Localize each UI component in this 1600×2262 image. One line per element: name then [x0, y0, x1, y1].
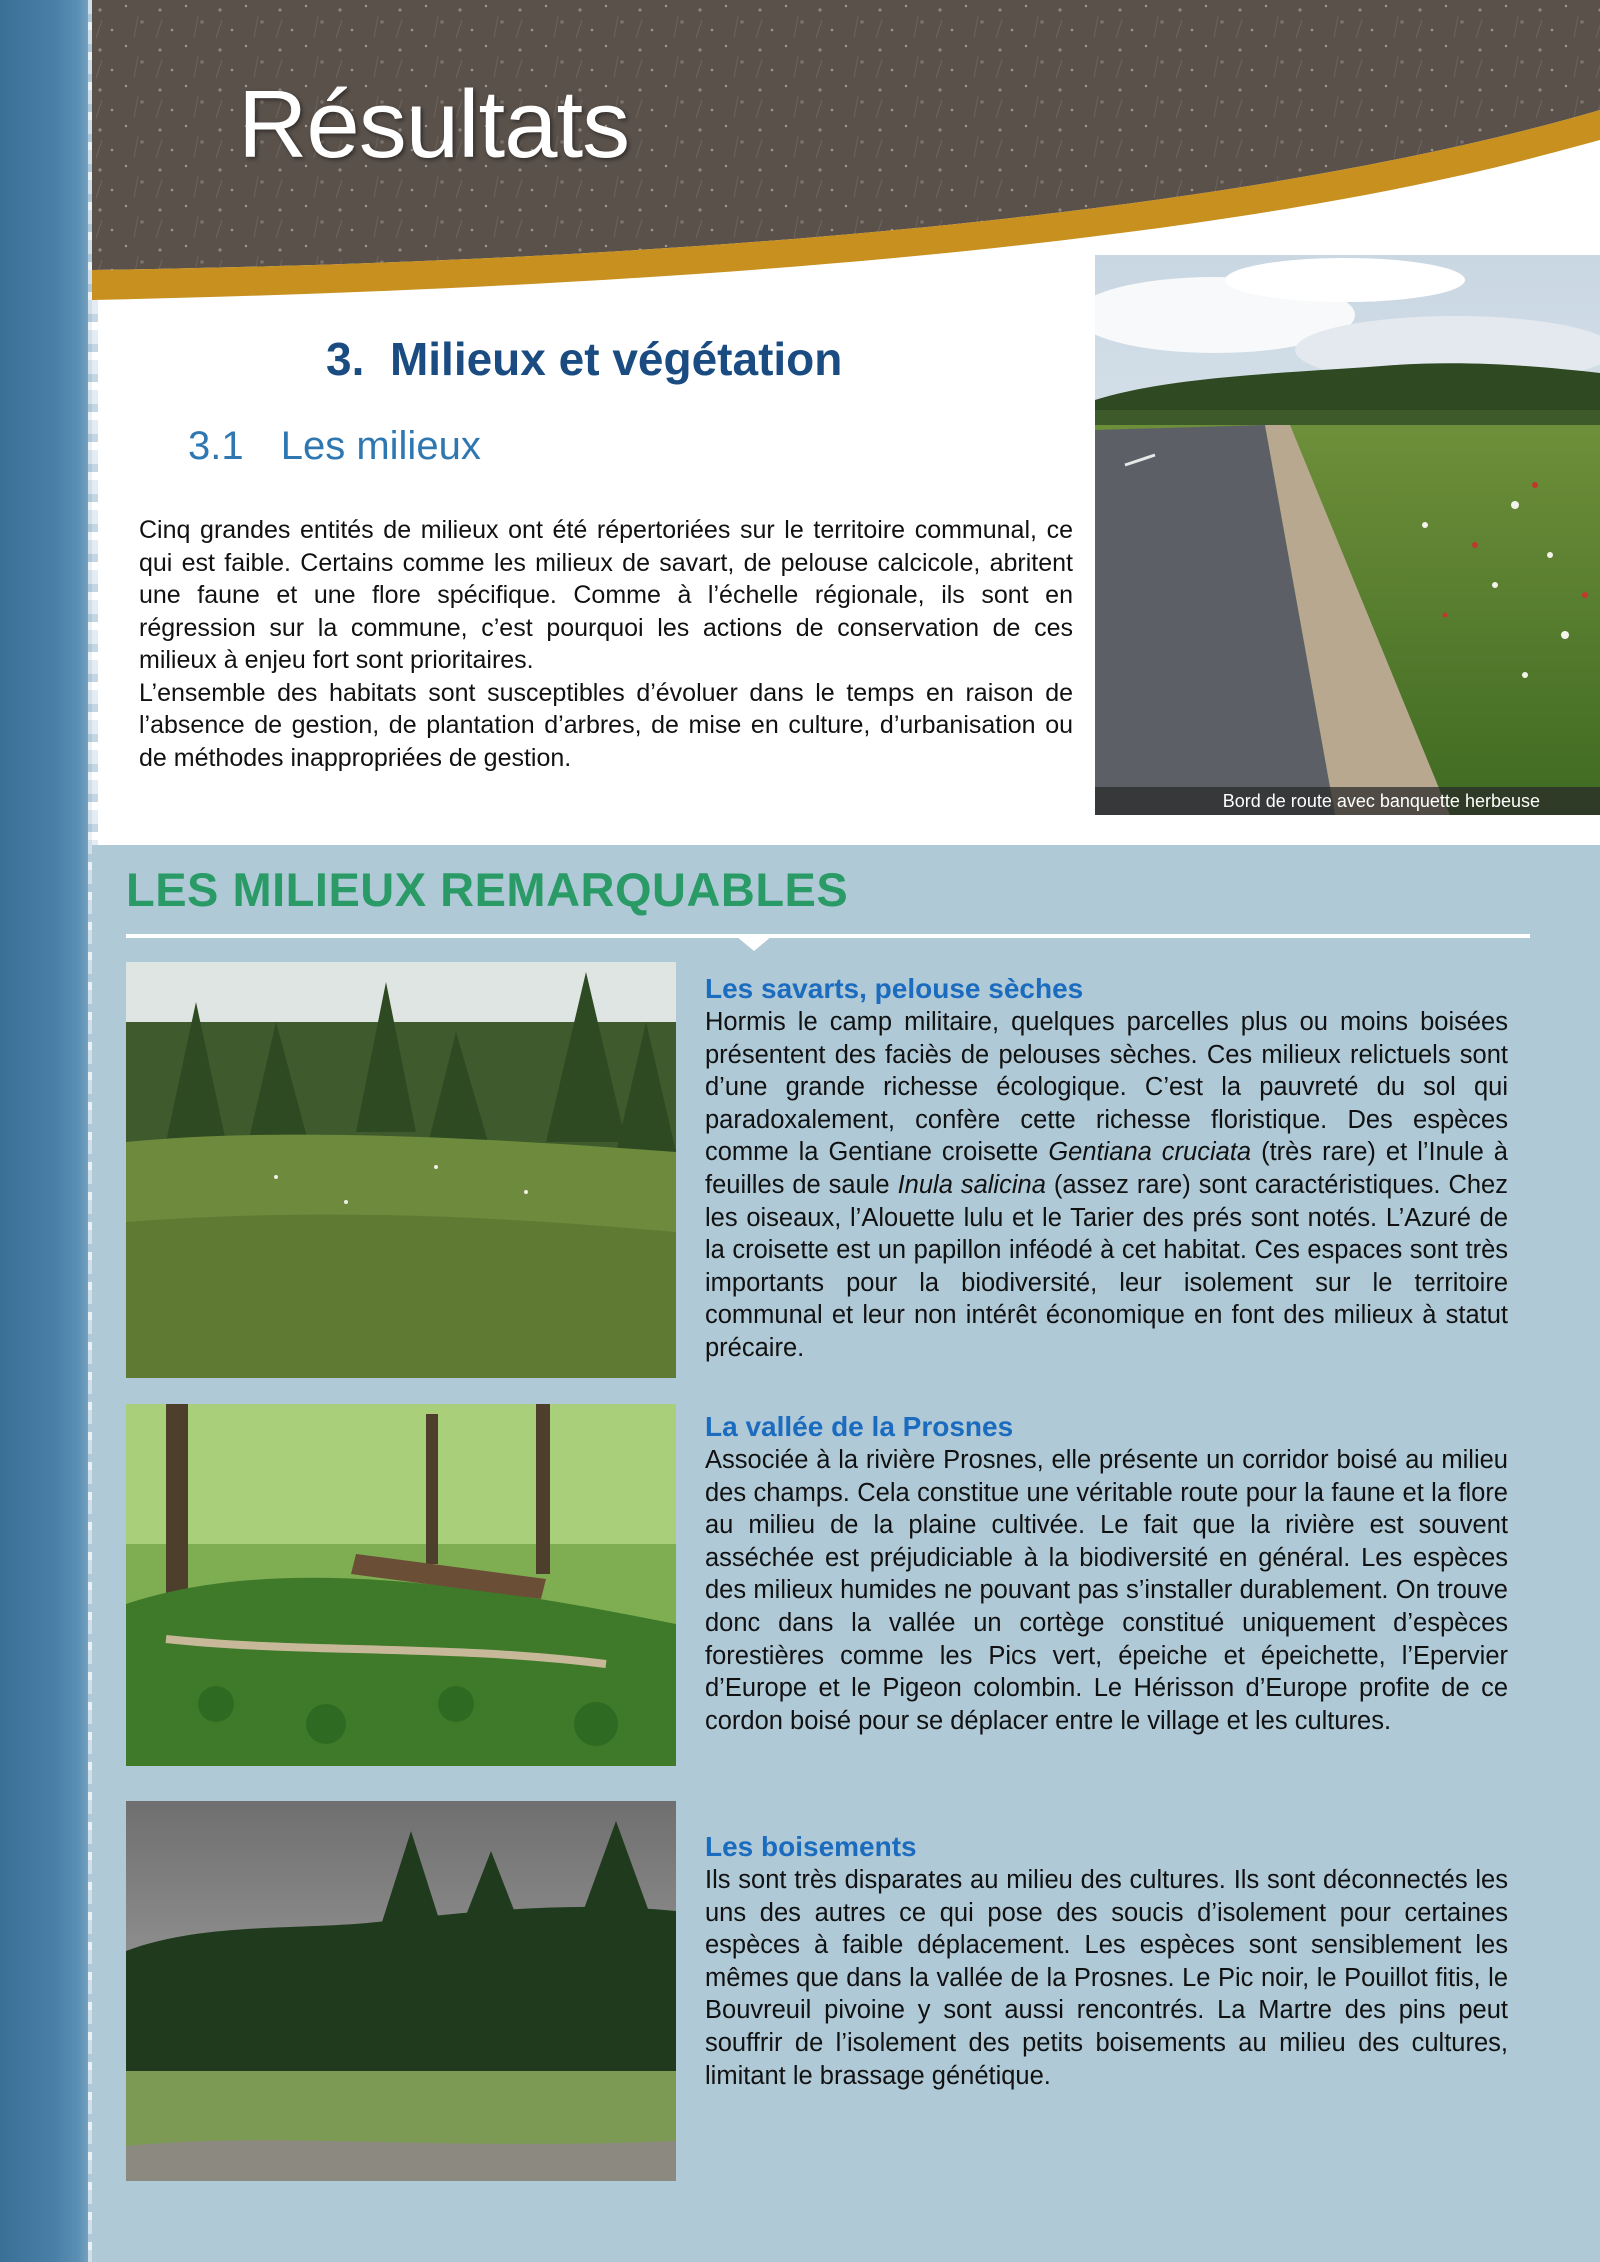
- habitat-text: (assez rare) sont caractéristiques. Chez les oiseaux, l’Alouette lulu et le Tarier des prés sont notés. L’Azuré de la croisette est un papillon inféodé à cet habitat. Ces espaces sont très importants pour la biodiversité, leur isolement sur le territoire communal et leur non intérêt économique en font des milieux à statut précaire.: [705, 1170, 1508, 1362]
- intro-paragraph-1: Cinq grandes entités de milieux ont été répertoriées sur le territoire communal, ce qui est faible. Certains comme les milieux de savart, de pelouse calcicole, abritent une faune et une flore spécifique. Comme à l’échelle régionale, ils sont en régression sur la commune, c’est pourquoi les actions de conservation de ces milieux à enjeu fort sont prioritaires.: [139, 516, 1073, 674]
- road-photo-caption: Bord de route avec banquette herbeuse: [1095, 787, 1600, 815]
- intro-text: [139, 514, 1073, 774]
- savart-photo: [126, 962, 676, 1378]
- divider-notch: [736, 936, 772, 951]
- woodland-photo: [126, 1801, 676, 2181]
- habitat-title: Les savarts, pelouse sèches: [705, 973, 1084, 1004]
- habitat-text: (très rare) et l’Inule à feuilles de saule: [705, 1138, 1508, 1199]
- section-title-text: Milieux et végétation: [389, 333, 843, 385]
- prosnes-valley-photo-image: [126, 1404, 676, 1766]
- habitat-title: Les boisements: [705, 1831, 917, 1862]
- habitat-prosnes-valley: [705, 1410, 1508, 1737]
- panel-divider: [126, 934, 1530, 938]
- habitat-text: Hormis le camp militaire, quelques parcelles plus ou moins boisées présentent des faciès de pelouses sèches. Ces milieux relictuels sont d’une grande richesse écologique. C’est la pauvreté du sol qui paradoxalement, confère cette richesse floristique. Des espèces comme la Gentiane croisette: [705, 1008, 1508, 1167]
- road-photo: [1095, 255, 1600, 815]
- section-title: [326, 332, 842, 386]
- road-photo-image: [1095, 255, 1600, 815]
- species-latin-name: Inula salicina: [897, 1170, 1046, 1199]
- prosnes-valley-photo: [126, 1404, 676, 1766]
- habitat-title: La vallée de la Prosnes: [705, 1411, 1014, 1442]
- intro-paragraph-2: L’ensemble des habitats sont susceptibles d’évoluer dans le temps en raison de l’absence de gestion, de plantation d’arbres, de mise en culture, d’urbanisation ou de méthodes inappropriées de gestion.: [139, 678, 1073, 772]
- habitat-savarts: [705, 972, 1508, 1365]
- subsection-title-text: Les milieux: [280, 424, 481, 468]
- species-latin-name: Gentiana cruciata: [1048, 1138, 1252, 1167]
- habitat-woodlands: [705, 1830, 1508, 2092]
- page-title: Résultats: [238, 71, 630, 178]
- subsection-number: 3.1: [188, 424, 244, 468]
- habitat-description: Associée à la rivière Prosnes, elle présente un corridor boisé au milieu des champs. Cela constitue une véritable route pour la faune et la flore au milieu de la plaine cultivée. Le fait que la rivière est souvent asséchée est préjudiciable à la biodiversité en général. Les espèces des milieux humides ne pouvant pas s’installer durablement. On trouve donc dans la vallée un cortège constitué uniquement d’espèces forestières comme les Pics vert, épeiche et épeichette, l’Epervier d’Europe et le Pigeon colombin. Le Hérisson d’Europe profite de ce cordon boisé pour se déplacer entre le village et les cultures.: [705, 1446, 1508, 1735]
- left-decorative-band: [0, 0, 92, 2262]
- habitat-description: Ils sont très disparates au milieu des cultures. Ils sont déconnectés les uns des autres ce qui pose des soucis d’isolement pour certaines espèces à faible déplacement. Les espèces sont sensiblement les mêmes que dans la vallée de la Prosnes. Le Pic noir, le Pouillot fitis, le Bouvreuil pivoine y sont aussi rencontrés. La Martre des pins peut souffrir de l’isolement des petits boisements au milieu des cultures, limitant le brassage génétique.: [705, 1866, 1508, 2090]
- woodland-photo-image: [126, 1801, 676, 2181]
- subsection-title: [188, 424, 481, 469]
- section-number: 3.: [326, 333, 365, 385]
- habitat-description: [705, 1006, 1508, 1365]
- savart-photo-image: [126, 962, 676, 1378]
- panel-title: LES MILIEUX REMARQUABLES: [126, 863, 849, 916]
